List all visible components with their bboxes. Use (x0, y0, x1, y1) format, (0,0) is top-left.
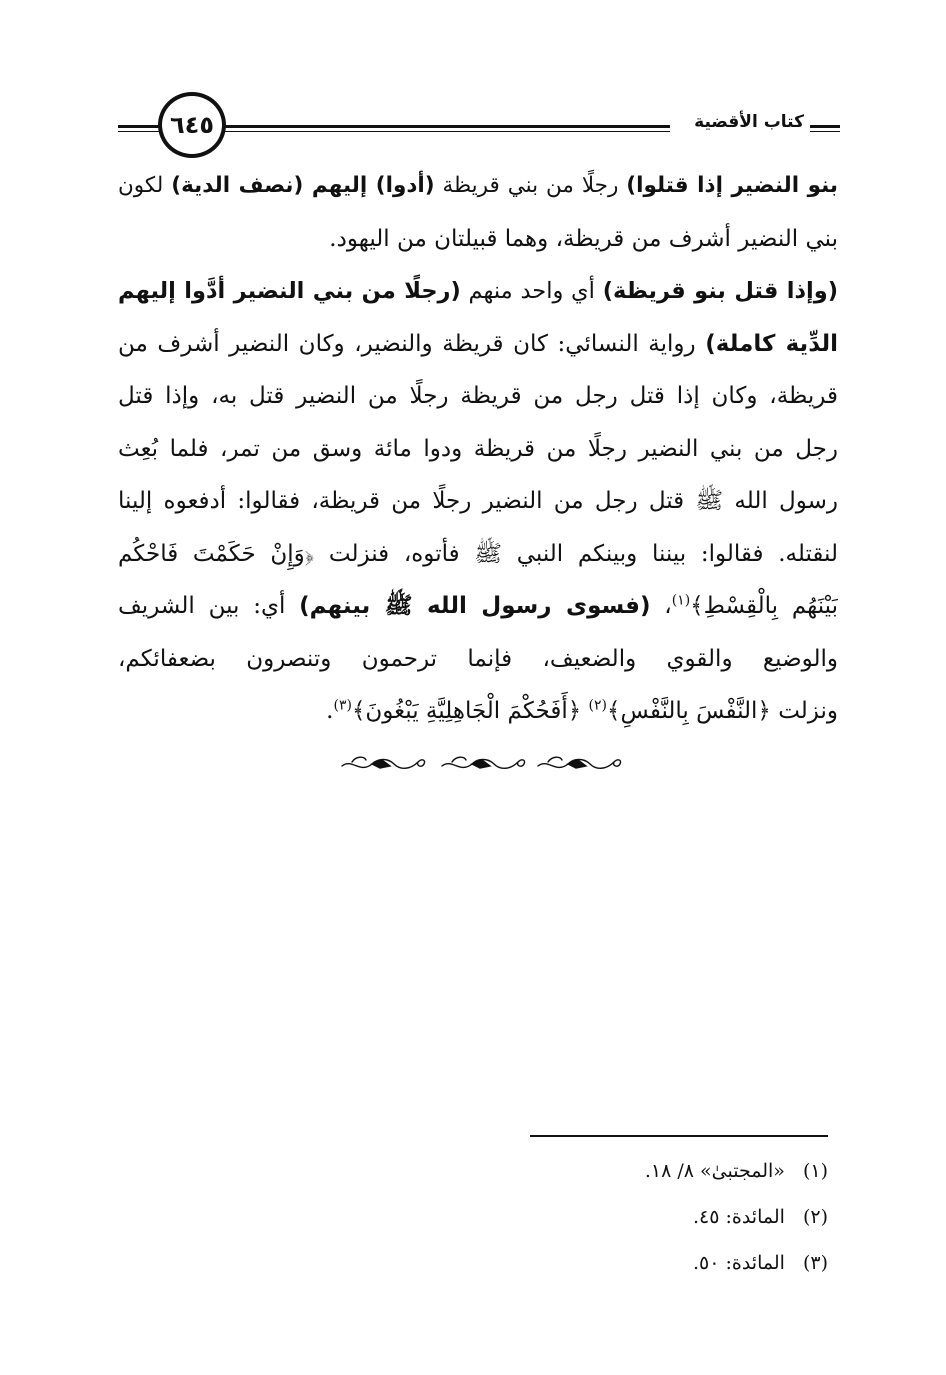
footnote-ref[interactable]: (٢) (588, 697, 608, 714)
paragraph (118, 265, 838, 685)
book-title: كتاب الأقضية (694, 112, 804, 132)
footnote-separator (530, 1135, 828, 1137)
text-line: بني النضير أشرف من قريظة، وهما قبيلتان من اليهود. (329, 225, 838, 252)
quran-quote: ﴿وَإِنْ حَكَمْتَ فَاحْكُم (118, 540, 315, 567)
text-line: قريظة، وكان إذا قتل رجل من قريظة رجلًا من النضير قتل به، وإذا قتل (118, 383, 838, 409)
bold-phrase: الدِّية كاملة) (705, 330, 838, 357)
footnote-number: (١) (802, 1160, 828, 1182)
page-number: ٦٤٥ (158, 92, 226, 158)
floral-divider-icon (338, 748, 628, 778)
quran-quote: بَيْنَهُم بِالْقِسْطِ﴾ (690, 593, 838, 619)
footnote-text: المائدة: ٥٠. (692, 1252, 785, 1274)
text-line: والوضيع والقوي والضعيف، فإنما ترحمون وتنصرون بضعفائكم، (118, 645, 838, 672)
running-header (110, 92, 840, 162)
paragraph (118, 160, 838, 213)
text-run: أي: بين الشريف (118, 593, 300, 619)
footnote-number: (٣) (802, 1252, 828, 1274)
footnote (428, 1194, 828, 1240)
paragraph (118, 213, 838, 266)
text-run: رجلًا من بني قريظة (434, 173, 627, 198)
quran-quote: ﴿النَّفْسَ بِالنَّفْسِ﴾ (607, 698, 771, 724)
bold-phrase: (فسوى رسول الله ﷺ بينهم) (299, 593, 651, 619)
footnote-ref[interactable]: (٣) (333, 697, 352, 714)
text-line (118, 580, 838, 633)
text-line (118, 528, 838, 581)
text-run: . (326, 698, 334, 724)
text-run: أي واحد منهم (460, 278, 603, 304)
text-run (581, 698, 588, 724)
ornament-unit (538, 757, 621, 768)
bold-phrase: بنو النضير إذا قتلوا) (626, 173, 838, 198)
text-run: ، (650, 593, 672, 619)
text-run: رواية النسائي: كان قريظة والنضير، وكان النضير أشرف من (118, 330, 706, 357)
ornament-unit (342, 757, 425, 768)
text-line: رجل من بني النضير رجلًا من قريظة ودوا مائة وسق من تمر، فلما بُعِث (118, 435, 838, 462)
text-run: لكون (118, 173, 172, 198)
header-rule (810, 131, 840, 132)
main-text (118, 160, 838, 738)
footnotes (428, 1148, 828, 1286)
footnote-number: (٢) (802, 1206, 828, 1228)
text-line: رسول الله ﷺ قتل رجل من النضير رجلًا من قريظة، فقالوا: أدفعوه إلينا (118, 488, 838, 514)
footnote (428, 1240, 828, 1286)
text-line (118, 265, 838, 318)
paragraph (118, 685, 838, 738)
bold-phrase: (أدوا) إليهم (نصف الدية) (171, 173, 435, 198)
quran-quote: ﴿أَفَحُكْمَ الْجَاهِلِيَّةِ يَبْغُونَ﴾ (351, 698, 582, 724)
bold-phrase: (وإذا قتل بنو قريظة) (602, 278, 838, 304)
bold-phrase: (رجلًا من بني النضير أدَّوا إليهم (118, 278, 461, 304)
header-rule (225, 131, 670, 132)
ornament-unit (442, 757, 525, 768)
text-line (118, 160, 838, 213)
footnote (428, 1148, 828, 1194)
footnote-text: «المجتبىٰ» ٨/ ١٨. (644, 1160, 785, 1182)
text-run: لنقتله. فقالوا: بيننا وبينكم النبي ﷺ فأتوه، فنزلت (314, 540, 838, 567)
text-run: ونزلت (770, 698, 838, 724)
text-line (118, 685, 838, 738)
header-rule (225, 125, 670, 128)
text-line (118, 318, 838, 371)
header-rule (810, 125, 840, 128)
footnote-text: المائدة: ٤٥. (692, 1206, 785, 1228)
footnote-ref[interactable]: (١) (671, 592, 691, 609)
